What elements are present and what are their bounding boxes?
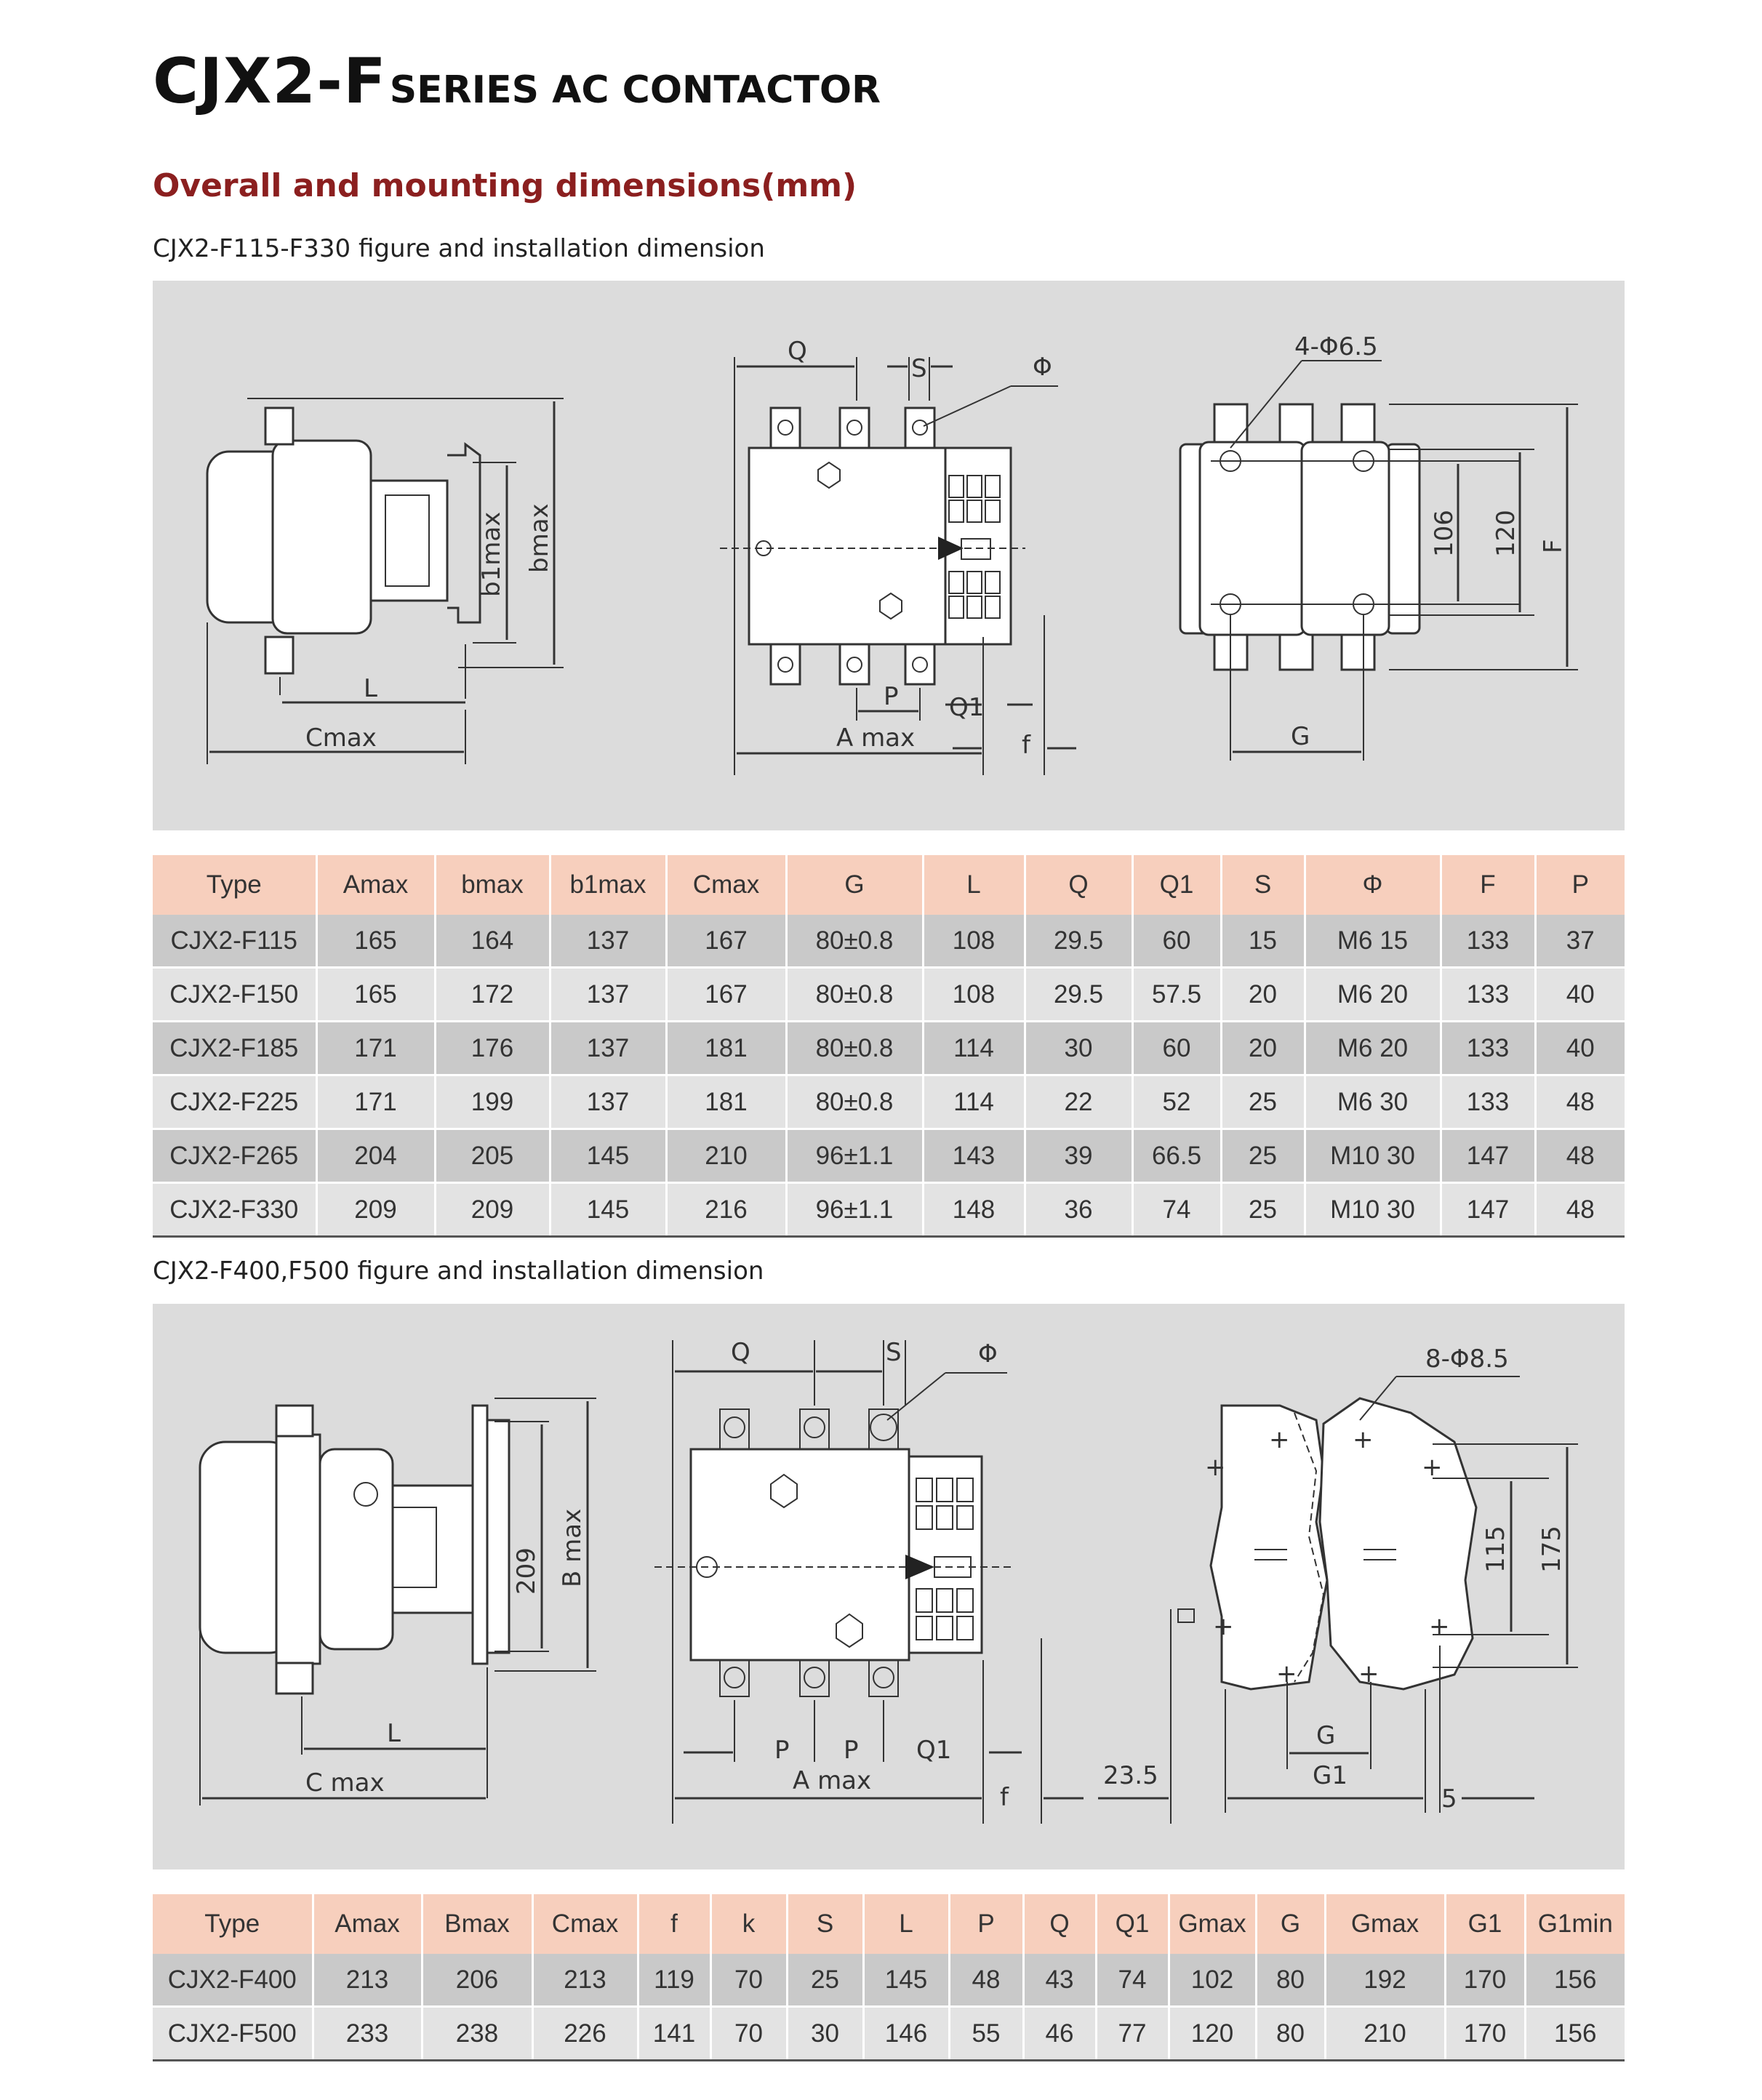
label-F: F	[1539, 539, 1568, 553]
table-row	[153, 968, 1625, 1022]
value-cell: 145	[863, 1954, 949, 2007]
value-cell: 133	[1441, 1022, 1535, 1075]
value-cell: 108	[923, 968, 1025, 1022]
col-header: b1max	[550, 855, 666, 915]
value-cell: 148	[923, 1183, 1025, 1237]
value-cell: 60	[1132, 1022, 1221, 1075]
col-header: bmax	[435, 855, 550, 915]
value-cell: 22	[1025, 1075, 1132, 1129]
value-cell: 43	[1023, 1954, 1096, 2007]
type-cell: CJX2-F150	[153, 968, 316, 1022]
value-cell: 167	[666, 968, 786, 1022]
value-cell: 40	[1535, 1022, 1625, 1075]
value-cell: 137	[550, 1075, 666, 1129]
value-cell: 25	[787, 1954, 863, 2007]
value-cell: 20	[1221, 1022, 1305, 1075]
value-cell: 37	[1535, 915, 1625, 968]
label-Cmax: Cmax	[305, 724, 377, 753]
col-header: G1min	[1525, 1894, 1625, 1954]
label-23-5: 23.5	[1103, 1761, 1158, 1790]
value-cell: 147	[1441, 1183, 1535, 1237]
section-title: Overall and mounting dimensions(mm)	[153, 167, 857, 204]
value-cell: 238	[422, 2007, 532, 2061]
dimension-table-1	[153, 855, 1625, 1238]
value-cell: 181	[666, 1075, 786, 1129]
col-header: Φ	[1305, 855, 1441, 915]
value-cell: 25	[1221, 1183, 1305, 1237]
figure1-caption: CJX2-F115-F330 figure and installation dimension	[153, 234, 765, 263]
col-header: Q	[1025, 855, 1132, 915]
fig1-side-view	[207, 398, 564, 764]
col-header: S	[787, 1894, 863, 1954]
label-175: 175	[1537, 1526, 1566, 1573]
value-cell: 48	[1535, 1129, 1625, 1183]
figure2-caption: CJX2-F400,F500 figure and installation dimension	[153, 1257, 764, 1286]
value-cell: 233	[313, 2007, 422, 2061]
value-cell: 171	[316, 1022, 435, 1075]
label-P2: P	[844, 1736, 859, 1765]
value-cell: M10 30	[1305, 1129, 1441, 1183]
col-header: L	[923, 855, 1025, 915]
svg-text:+: +	[1205, 1453, 1226, 1482]
value-cell: M10 30	[1305, 1183, 1441, 1237]
value-cell: 30	[787, 2007, 863, 2061]
value-cell: 216	[666, 1183, 786, 1237]
svg-text:+: +	[1269, 1425, 1290, 1454]
table-row	[153, 1183, 1625, 1237]
label-Q1: Q1	[949, 693, 985, 722]
type-cell: CJX2-F185	[153, 1022, 316, 1075]
value-cell: 80	[1256, 1954, 1325, 2007]
value-cell: 108	[923, 915, 1025, 968]
value-cell: 145	[550, 1183, 666, 1237]
col-header: S	[1221, 855, 1305, 915]
label-Q: Q	[788, 337, 807, 366]
label-S: S	[886, 1338, 902, 1367]
value-cell: 165	[316, 915, 435, 968]
value-cell: 210	[1325, 2007, 1445, 2061]
value-cell: 133	[1441, 915, 1535, 968]
value-cell: 15	[1221, 915, 1305, 968]
svg-text:+: +	[1422, 1453, 1443, 1482]
value-cell: 156	[1525, 2007, 1625, 2061]
label-Cmax: C max	[305, 1768, 385, 1798]
col-header: L	[863, 1894, 949, 1954]
label-L: L	[364, 674, 377, 703]
label-S: S	[911, 354, 927, 383]
value-cell: 164	[435, 915, 550, 968]
label-Q1: Q1	[916, 1736, 952, 1765]
value-cell: 206	[422, 1954, 532, 2007]
col-header: Gmax	[1325, 1894, 1445, 1954]
value-cell: 80±0.8	[786, 1075, 923, 1129]
label-209: 209	[512, 1547, 541, 1595]
svg-text:+: +	[1213, 1612, 1234, 1641]
value-cell: 213	[313, 1954, 422, 2007]
col-header: Q1	[1096, 1894, 1169, 1954]
table-row	[153, 1129, 1625, 1183]
title-main: CJX2-F	[153, 45, 387, 118]
svg-text:+: +	[1353, 1425, 1374, 1454]
table-row	[153, 1075, 1625, 1129]
col-header: Bmax	[422, 1894, 532, 1954]
value-cell: 137	[550, 968, 666, 1022]
value-cell: 120	[1169, 2007, 1256, 2061]
col-header: f	[638, 1894, 710, 1954]
value-cell: 210	[666, 1129, 786, 1183]
col-header: P	[949, 1894, 1023, 1954]
value-cell: 74	[1096, 1954, 1169, 2007]
label-G: G	[1316, 1721, 1336, 1750]
table-header-row	[153, 1894, 1625, 1954]
fig1-front-view	[720, 337, 1076, 775]
value-cell: 133	[1441, 968, 1535, 1022]
value-cell: 80±0.8	[786, 915, 923, 968]
label-phi: Φ	[1033, 353, 1052, 382]
value-cell: 60	[1132, 915, 1221, 968]
type-cell: CJX2-F225	[153, 1075, 316, 1129]
value-cell: 70	[710, 2007, 787, 2061]
col-header: Cmax	[532, 1894, 638, 1954]
label-b1max: b1max	[477, 511, 506, 597]
value-cell: 226	[532, 2007, 638, 2061]
value-cell: 25	[1221, 1129, 1305, 1183]
value-cell: 192	[1325, 1954, 1445, 2007]
value-cell: 204	[316, 1129, 435, 1183]
value-cell: M6 15	[1305, 915, 1441, 968]
fig1-top-view	[1180, 332, 1578, 761]
value-cell: 170	[1445, 1954, 1525, 2007]
value-cell: 48	[949, 1954, 1023, 2007]
label-P1: P	[774, 1736, 790, 1765]
value-cell: 55	[949, 2007, 1023, 2061]
svg-text:+: +	[1358, 1659, 1379, 1688]
value-cell: 40	[1535, 968, 1625, 1022]
table-row	[153, 1022, 1625, 1075]
col-header: F	[1441, 855, 1535, 915]
value-cell: 165	[316, 968, 435, 1022]
value-cell: 156	[1525, 1954, 1625, 2007]
value-cell: 29.5	[1025, 915, 1132, 968]
value-cell: 46	[1023, 2007, 1096, 2061]
value-cell: 36	[1025, 1183, 1132, 1237]
label-G: G	[1291, 722, 1310, 751]
value-cell: 20	[1221, 968, 1305, 1022]
label-holes: 8-Φ8.5	[1425, 1344, 1509, 1374]
value-cell: 74	[1132, 1183, 1221, 1237]
label-Bmax: B max	[558, 1508, 587, 1587]
dimension-table-2	[153, 1894, 1625, 2061]
value-cell: 80	[1256, 2007, 1325, 2061]
value-cell: 114	[923, 1022, 1025, 1075]
label-106: 106	[1430, 510, 1459, 557]
value-cell: 25	[1221, 1075, 1305, 1129]
label-115: 115	[1481, 1526, 1510, 1573]
type-cell: CJX2-F115	[153, 915, 316, 968]
type-cell: CJX2-F265	[153, 1129, 316, 1183]
value-cell: 96±1.1	[786, 1129, 923, 1183]
value-cell: 147	[1441, 1129, 1535, 1183]
value-cell: 205	[435, 1129, 550, 1183]
col-header: Amax	[316, 855, 435, 915]
value-cell: 57.5	[1132, 968, 1221, 1022]
table-row	[153, 1954, 1625, 2007]
value-cell: 77	[1096, 2007, 1169, 2061]
value-cell: 181	[666, 1022, 786, 1075]
value-cell: 39	[1025, 1129, 1132, 1183]
value-cell: 48	[1535, 1183, 1625, 1237]
label-G1: G1	[1313, 1761, 1347, 1790]
col-header: Type	[153, 855, 316, 915]
value-cell: 80±0.8	[786, 1022, 923, 1075]
label-holes: 4-Φ6.5	[1294, 332, 1378, 361]
value-cell: 167	[666, 915, 786, 968]
col-header: Cmax	[666, 855, 786, 915]
value-cell: 145	[550, 1129, 666, 1183]
value-cell: 52	[1132, 1075, 1221, 1129]
label-5: 5	[1441, 1784, 1457, 1814]
svg-text:+: +	[1276, 1659, 1297, 1688]
value-cell: 30	[1025, 1022, 1132, 1075]
value-cell: 199	[435, 1075, 550, 1129]
value-cell: 66.5	[1132, 1129, 1221, 1183]
figure2-drawing	[153, 1304, 1625, 1869]
type-cell: CJX2-F400	[153, 1954, 313, 2007]
label-120: 120	[1491, 510, 1521, 557]
value-cell: 114	[923, 1075, 1025, 1129]
value-cell: 48	[1535, 1075, 1625, 1129]
col-header: G1	[1445, 1894, 1525, 1954]
label-f: f	[1022, 731, 1030, 760]
value-cell: 102	[1169, 1954, 1256, 2007]
value-cell: M6 20	[1305, 968, 1441, 1022]
value-cell: 96±1.1	[786, 1183, 923, 1237]
fig2-front-view	[654, 1338, 1171, 1824]
table-row	[153, 2007, 1625, 2061]
value-cell: 141	[638, 2007, 710, 2061]
value-cell: 172	[435, 968, 550, 1022]
value-cell: 209	[316, 1183, 435, 1237]
label-P: P	[884, 682, 899, 711]
type-cell: CJX2-F500	[153, 2007, 313, 2061]
value-cell: 176	[435, 1022, 550, 1075]
col-header: Q	[1023, 1894, 1096, 1954]
col-header: G	[1256, 1894, 1325, 1954]
col-header: Q1	[1132, 855, 1221, 915]
col-header: P	[1535, 855, 1625, 915]
table-header-row	[153, 855, 1625, 915]
value-cell: 137	[550, 915, 666, 968]
col-header: Type	[153, 1894, 313, 1954]
value-cell: 209	[435, 1183, 550, 1237]
value-cell: 133	[1441, 1075, 1535, 1129]
col-header: Amax	[313, 1894, 422, 1954]
value-cell: 213	[532, 1954, 638, 2007]
label-L: L	[387, 1719, 401, 1748]
value-cell: 143	[923, 1129, 1025, 1183]
label-bmax: bmax	[525, 503, 554, 573]
figure1-drawing	[153, 281, 1625, 830]
label-Amax: A max	[836, 724, 916, 753]
type-cell: CJX2-F330	[153, 1183, 316, 1237]
value-cell: 171	[316, 1075, 435, 1129]
title-sub: SERIES AC CONTACTOR	[389, 68, 881, 112]
value-cell: 29.5	[1025, 968, 1132, 1022]
fig2-top-view	[1178, 1344, 1578, 1814]
fig2-side-view	[200, 1398, 596, 1806]
label-f: f	[1000, 1783, 1009, 1812]
table-row	[153, 915, 1625, 968]
value-cell: M6 20	[1305, 1022, 1441, 1075]
col-header: G	[786, 855, 923, 915]
value-cell: 170	[1445, 2007, 1525, 2061]
value-cell: 80±0.8	[786, 968, 923, 1022]
value-cell: 70	[710, 1954, 787, 2007]
page-title	[153, 45, 881, 118]
value-cell: M6 30	[1305, 1075, 1441, 1129]
col-header: k	[710, 1894, 787, 1954]
label-Q: Q	[731, 1338, 750, 1367]
col-header: Gmax	[1169, 1894, 1256, 1954]
value-cell: 137	[550, 1022, 666, 1075]
svg-text:+: +	[1429, 1612, 1450, 1641]
label-Amax: A max	[793, 1766, 872, 1795]
label-phi: Φ	[978, 1339, 998, 1368]
value-cell: 119	[638, 1954, 710, 2007]
value-cell: 146	[863, 2007, 949, 2061]
